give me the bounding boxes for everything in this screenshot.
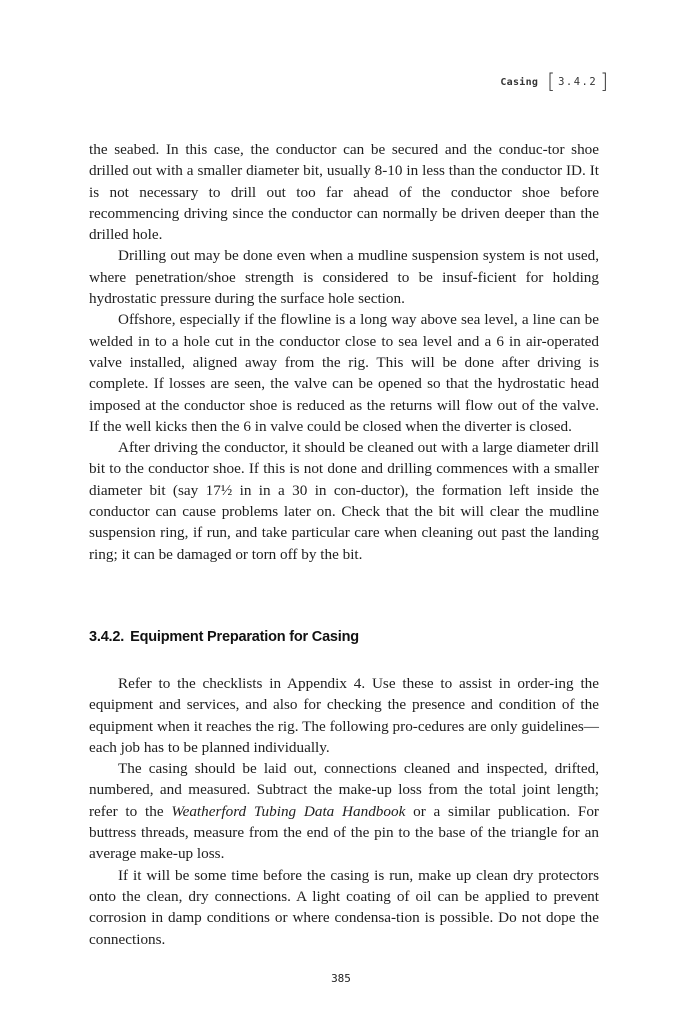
paragraph-offshore: Offshore, especially if the flowline is a long way above sea level, a line can be welded in to a hole cut in the conductor close to sea level and a 6 in air-operated valve installed, aligned away from the rig. This will be done after driving is complete. If losses are seen, the valve can be opened so that the hydrostatic head imposed at the conductor shoe is reduced as the returns will flow out of the valve. If the well kicks then the 6 in valve could be closed when the diverter is closed.	[89, 311, 599, 435]
running-head-title: Casing	[500, 76, 539, 88]
section-number: 3.4.2.	[89, 629, 125, 645]
body-text-bottom	[89, 673, 599, 950]
casing-layout-text-1: The casing should be laid out, connections cleaned and inspected, drifted, numbered, and measured. Subtract the make-up loss from the total joint length; refer to the	[89, 760, 599, 820]
left-bracket: [	[547, 69, 556, 93]
casing-layout-text-2: or a similar publication. For buttress threads, measure from the end of the pin to the base of the triangle for an average make-up loss.	[89, 802, 599, 863]
right-bracket: ]	[600, 69, 608, 93]
body-text-top	[89, 139, 599, 565]
running-head	[500, 69, 608, 93]
paragraph-casing-layout	[89, 758, 599, 864]
running-head-section-number: 3.4.2	[558, 76, 598, 88]
page-number: 385	[331, 972, 351, 985]
paragraph-drilling-out: Drilling out may be done even when a mudline suspension system is not used, where penetration/shoe strength is considered to be insuf-ficient for holding hydrostatic pressure during the surface hole section.	[89, 247, 599, 308]
paragraph-continued: the seabed. In this case, the conductor can be secured and the conduc-tor shoe drilled out with a smaller diameter bit, usually 8-10 in less than the conductor ID. It is not necessary to drill out too far ahead of the conductor shoe before recommencing driving since the conductor can normally be driven deeper than the drilled hole.	[89, 141, 599, 244]
section-title: Equipment Preparation for Casing	[130, 629, 359, 645]
section-heading	[89, 629, 365, 645]
paragraph-checklists: Refer to the checklists in Appendix 4. Use these to assist in order-ing the equipment and services, and also for checking the presence and condition of the equipment when it reaches the rig. The following pro-cedures are only guidelines—each job has to be planned individually.	[89, 675, 599, 756]
running-head-section	[547, 69, 608, 93]
paragraph-protectors: If it will be some time before the casing is run, make up clean dry protectors onto the clean, dry connections. A light coating of oil can be applied to prevent corrosion in damp conditions or where condensa-tion is possible. Do not dope the connections.	[89, 866, 599, 948]
handbook-title: Weatherford Tubing Data Handbook	[171, 802, 406, 820]
paragraph-after-driving: After driving the conductor, it should be cleaned out with a large diameter drill bit to the conductor shoe. If this is not done and drilling commences with a smaller diameter bit (say 17½ in in a 30 in con-ductor), the formation left inside the conductor can cause problems later on. Check that the bit will clear the mudline suspension ring, if run, and take particular care when cleaning out past the landing ring; it can be damaged or torn off by the bit.	[89, 439, 599, 563]
